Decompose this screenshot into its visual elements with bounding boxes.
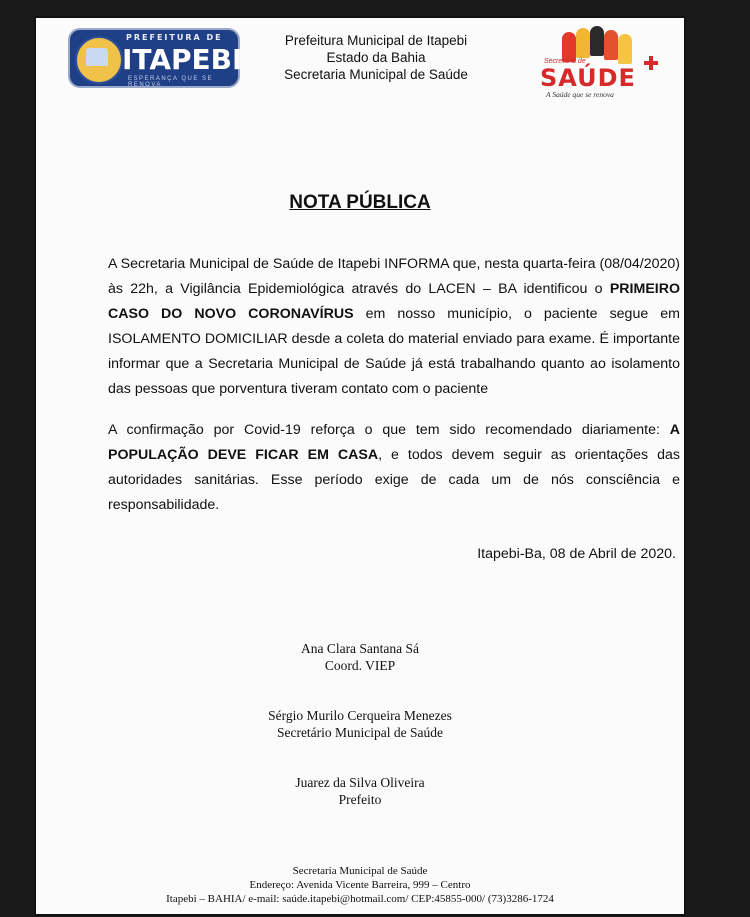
signature-name: Juarez da Silva Oliveira (295, 775, 425, 790)
signature-name: Sérgio Murilo Cerqueira Menezes (268, 708, 452, 723)
date-line: Itapebi-Ba, 08 de Abril de 2020. (477, 546, 676, 562)
prefeitura-itapebi-logo (68, 28, 243, 88)
secretaria-saude-logo (536, 26, 676, 99)
paragraph-1-bold: PRIMEIRO CASO DO NOVO CORONAVÍRUS (108, 281, 680, 322)
paragraph-1-text-b: em nosso município, o paciente segue em ISOLAMENTO DOMICILIAR desde a coleta do material enviado para exame. É importante informar que a Secretaria Municipal de Saúde já está trabalhando quanto ao isolamento das pessoas que porventura tiveram contato com o paciente (108, 306, 680, 397)
signature-role: Coord. VIEP (324, 658, 396, 673)
logo-tagline: A Saúde que se renova (546, 90, 614, 99)
letterhead-line-3: Secretaria Municipal de Saúde (284, 67, 468, 82)
logo-small-text: Secretaria de (544, 58, 586, 65)
paragraph-2-text-b: , e todos devem seguir as orientações das autoridades sanitárias. Esse período exige de cada um de nós consciência e responsabilidade. (108, 447, 680, 513)
footer-line-1: Secretaria Municipal de Saúde (292, 865, 428, 877)
footer-line-3: Itapebi – BAHIA/ e-mail: saúde.itapebi@hotmail.com/ CEP:45855-000/ (73)3286-1724 (166, 893, 554, 905)
document-page (34, 16, 686, 916)
signature-name: Ana Clara Santana Sá (300, 641, 420, 656)
signature-role: Prefeito (338, 792, 382, 807)
page-title: NOTA PÚBLICA (289, 192, 431, 213)
letterhead-line-2: Estado da Bahia (326, 50, 426, 65)
logo-main-text: ITAPEBI (122, 43, 243, 76)
signature-role: Secretário Municipal de Saúde (276, 725, 444, 740)
signature-block (36, 774, 684, 808)
logo-saude-text: SAÚDE (540, 64, 636, 92)
letterhead-line-1: Prefeitura Municipal de Itapebi (284, 33, 468, 48)
paragraph-2-text-a: A confirmação por Covid-19 reforça o que tem sido recomendado diariamente: (108, 422, 670, 438)
logo-bottom-text: ESPERANÇA QUE SE RENOVA (128, 76, 214, 88)
crest-icon (75, 36, 123, 84)
footer-line-2: Endereço: Avenida Vicente Barreira, 999 – Centro (249, 879, 471, 891)
signature-block (36, 707, 684, 741)
people-figures-icon (562, 26, 642, 62)
paragraph-1-text-a: A Secretaria Municipal de Saúde de Itapebi INFORMA que, nesta quarta-feira (08/04/2020) às 22h, a Vigilância Epidemiológica através do LACEN – BA identificou o (108, 256, 680, 297)
paragraph-2 (108, 418, 680, 518)
footer (36, 864, 684, 906)
paragraph-2-bold: A POPULAÇÃO DEVE FICAR EM CASA (108, 422, 680, 463)
medical-cross-icon (644, 56, 658, 70)
paragraph-1 (108, 252, 680, 402)
logo-top-text: PREFEITURA DE (126, 33, 223, 42)
letterhead (276, 32, 476, 83)
signature-block (36, 640, 684, 674)
